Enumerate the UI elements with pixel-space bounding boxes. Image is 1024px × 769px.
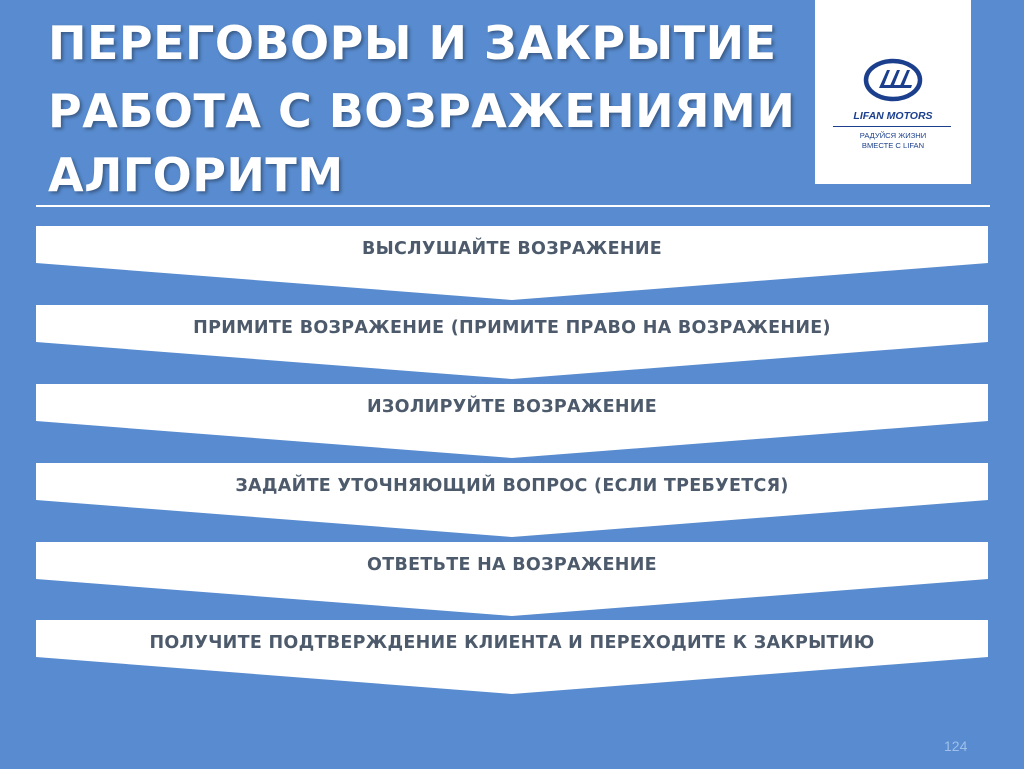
lifan-emblem-icon: [863, 58, 923, 102]
step-chevron-shape: [36, 542, 988, 618]
slide-title-line-1: ПЕРЕГОВОРЫ И ЗАКРЫТИЕ: [48, 16, 777, 70]
step-chevron-shape: [36, 305, 988, 381]
step-label: ВЫСЛУШАЙТЕ ВОЗРАЖЕНИЕ: [361, 239, 663, 259]
step-chevron-shape: [36, 620, 988, 696]
step-item: [36, 384, 988, 460]
lifan-logo: [815, 0, 971, 184]
page-number: 124: [944, 738, 968, 754]
step-item: [36, 305, 988, 381]
step-chevron-shape: [36, 226, 988, 302]
step-item: [36, 226, 988, 302]
step-label: ИЗОЛИРУЙТЕ ВОЗРАЖЕНИЕ: [366, 397, 658, 417]
step-label: ОТВЕТЬТЕ НА ВОЗРАЖЕНИЕ: [367, 555, 657, 575]
slide-title-line-2: РАБОТА С ВОЗРАЖЕНИЯМИ: [48, 84, 796, 138]
logo-slogan: [815, 131, 971, 151]
logo-brand-text: LIFAN MOTORS: [853, 110, 933, 122]
step-item: [36, 463, 988, 539]
step-chevron-shape: [36, 384, 988, 460]
logo-slogan-line-1: РАДУЙСЯ ЖИЗНИ: [859, 131, 927, 140]
slide-title-line-3: АЛГОРИТМ: [48, 148, 344, 202]
step-label: ЗАДАЙТЕ УТОЧНЯЮЩИЙ ВОПРОС (ЕСЛИ ТРЕБУЕТСЯ): [235, 476, 789, 496]
step-label: ПРИМИТЕ ВОЗРАЖЕНИЕ (ПРИМИТЕ ПРАВО НА ВОЗРАЖЕНИЕ): [193, 318, 831, 338]
step-item: [36, 620, 988, 696]
title-divider: [36, 205, 990, 207]
step-label: ПОЛУЧИТЕ ПОДТВЕРЖДЕНИЕ КЛИЕНТА И ПЕРЕХОДИТЕ К ЗАКРЫТИЮ: [149, 633, 875, 653]
step-item: [36, 542, 988, 618]
logo-divider: [833, 126, 951, 127]
step-chevron-shape: [36, 463, 988, 539]
logo-slogan-line-2: ВМЕСТЕ С LIFAN: [861, 141, 925, 150]
